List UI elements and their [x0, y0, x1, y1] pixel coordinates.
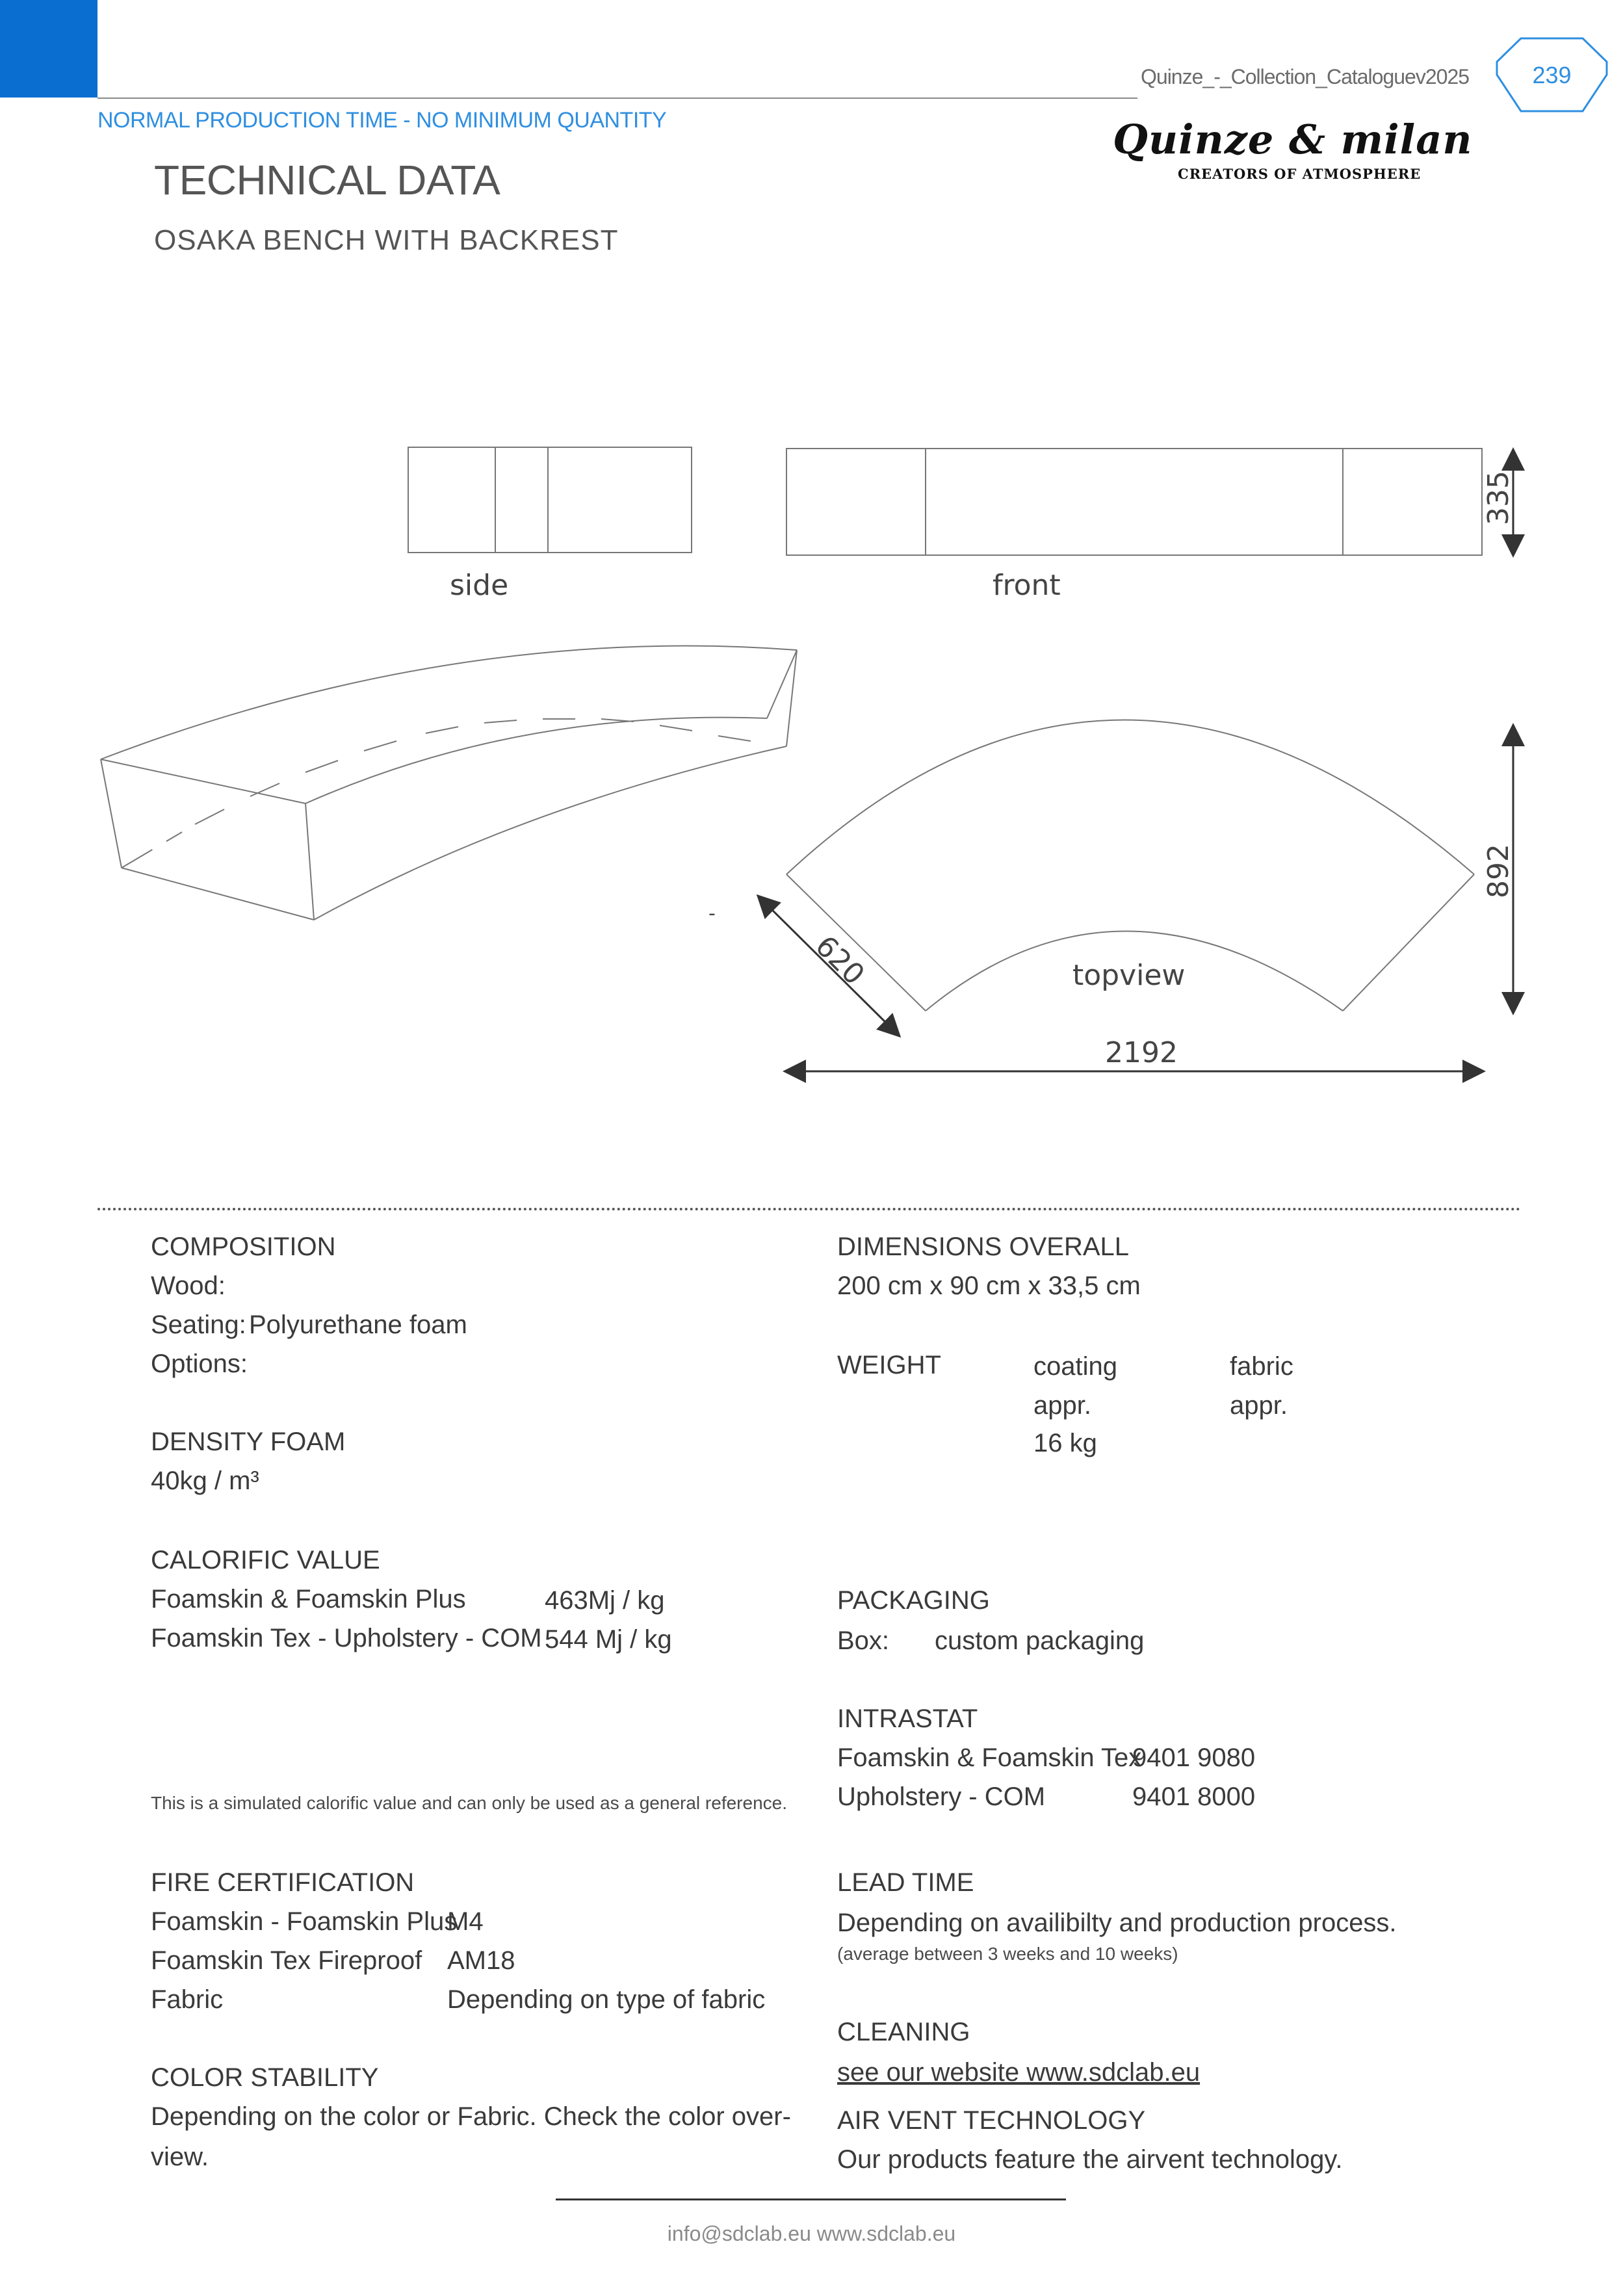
density-heading: DENSITY FOAM: [151, 1428, 346, 1456]
product-name: OSAKA BENCH WITH BACKREST: [154, 224, 619, 256]
fire-row-label: Fabric: [151, 1985, 224, 2014]
calorific-row-value: 463Mj / kg: [545, 1586, 665, 1615]
composition-seating-label: Seating:: [151, 1311, 246, 1339]
lead-time-note: (average between 3 weeks and 10 weeks): [837, 1944, 1178, 1964]
depth-dimension: 620: [809, 929, 871, 992]
packaging-value: custom packaging: [935, 1626, 1145, 1655]
overall-depth-dimension: 892: [1482, 844, 1515, 898]
calorific-note: This is a simulated calorific value and can only be used as a general reference.: [151, 1793, 787, 1813]
composition-options-label: Options:: [151, 1350, 248, 1378]
air-vent-value: Our products feature the airvent technology.: [837, 2145, 1343, 2174]
fire-row-label: Foamskin - Foamskin Plus: [151, 1907, 458, 1936]
weight-coating-sub: appr.: [1033, 1391, 1091, 1420]
color-stability-line: view.: [151, 2143, 209, 2171]
intrastat-row-value: 9401 9080: [1132, 1743, 1256, 1772]
isometric-view: [101, 646, 797, 920]
composition-seating-value: Polyurethane foam: [249, 1311, 467, 1339]
side-view: [408, 447, 692, 553]
calorific-heading: CALORIFIC VALUE: [151, 1546, 380, 1574]
document-name: Quinze_-_Collection_Cataloguev2025: [1141, 65, 1470, 88]
intrastat-row-value: 9401 8000: [1132, 1782, 1256, 1811]
website-link[interactable]: see our website www.sdclab.eu: [837, 2058, 1201, 2087]
weight-fabric-header: fabric: [1230, 1352, 1293, 1381]
fire-row-value: AM18: [447, 1946, 515, 1975]
fire-row-value: Depending on type of fabric: [447, 1985, 766, 2014]
calorific-row-value: 544 Mj / kg: [545, 1625, 672, 1654]
logo-tagline: CREATORS OF ATMOSPHERE: [1178, 166, 1422, 182]
page-number: 239: [1532, 62, 1572, 88]
header-rule: [97, 98, 1137, 99]
weight-coating-header: coating: [1033, 1352, 1117, 1381]
density-value: 40kg / m³: [151, 1467, 259, 1495]
height-dimension: 335: [1482, 471, 1515, 525]
topview-label: topview: [1072, 959, 1186, 992]
lead-time-heading: LEAD TIME: [837, 1868, 974, 1897]
footer-rule: [556, 2198, 1066, 2200]
footer-contact: info@sdclab.eu www.sdclab.eu: [667, 2222, 956, 2245]
section-divider: [97, 1208, 1521, 1210]
side-label: side: [450, 569, 509, 602]
calorific-row-label: Foamskin & Foamskin Plus: [151, 1585, 466, 1613]
packaging-heading: PACKAGING: [837, 1586, 990, 1615]
production-note: NORMAL PRODUCTION TIME - NO MINIMUM QUANTITY: [97, 108, 667, 133]
page-title: TECHNICAL DATA: [154, 157, 500, 203]
color-stability-line: Depending on the color or Fabric. Check the color over-: [151, 2102, 791, 2131]
intrastat-row-label: Foamskin & Foamskin Tex: [837, 1743, 1142, 1772]
front-label: front: [993, 569, 1061, 602]
weight-coating-value: 16 kg: [1033, 1429, 1097, 1457]
weight-heading: WEIGHT: [837, 1351, 941, 1379]
intrastat-heading: INTRASTAT: [837, 1704, 978, 1733]
technical-drawing: [0, 390, 1623, 1105]
air-vent-heading: AIR VENT TECHNOLOGY: [837, 2106, 1146, 2135]
width-dimension: 2192: [1105, 1036, 1178, 1069]
fire-row-label: Foamskin Tex Fireproof: [151, 1946, 422, 1975]
packaging-label: Box:: [837, 1626, 890, 1655]
brand-color-block: [0, 0, 97, 98]
fire-heading: FIRE CERTIFICATION: [151, 1868, 415, 1897]
fire-row-value: M4: [447, 1907, 484, 1936]
stray-mark: -: [708, 902, 716, 925]
logo-wordmark: Quinze & milan: [1113, 116, 1473, 163]
lead-time-value: Depending on availibilty and production process.: [837, 1909, 1397, 1937]
dimensions-heading: DIMENSIONS OVERALL: [837, 1233, 1130, 1261]
cleaning-heading: CLEANING: [837, 2018, 970, 2046]
intrastat-row-label: Upholstery - COM: [837, 1782, 1046, 1811]
weight-fabric-sub: appr.: [1230, 1391, 1288, 1420]
composition-heading: COMPOSITION: [151, 1233, 336, 1261]
composition-wood-label: Wood:: [151, 1272, 226, 1300]
calorific-row-label: Foamskin Tex - Upholstery - COM: [151, 1624, 542, 1652]
dimensions-value: 200 cm x 90 cm x 33,5 cm: [837, 1272, 1141, 1300]
front-view: [786, 449, 1482, 555]
color-stability-heading: COLOR STABILITY: [151, 2063, 379, 2092]
